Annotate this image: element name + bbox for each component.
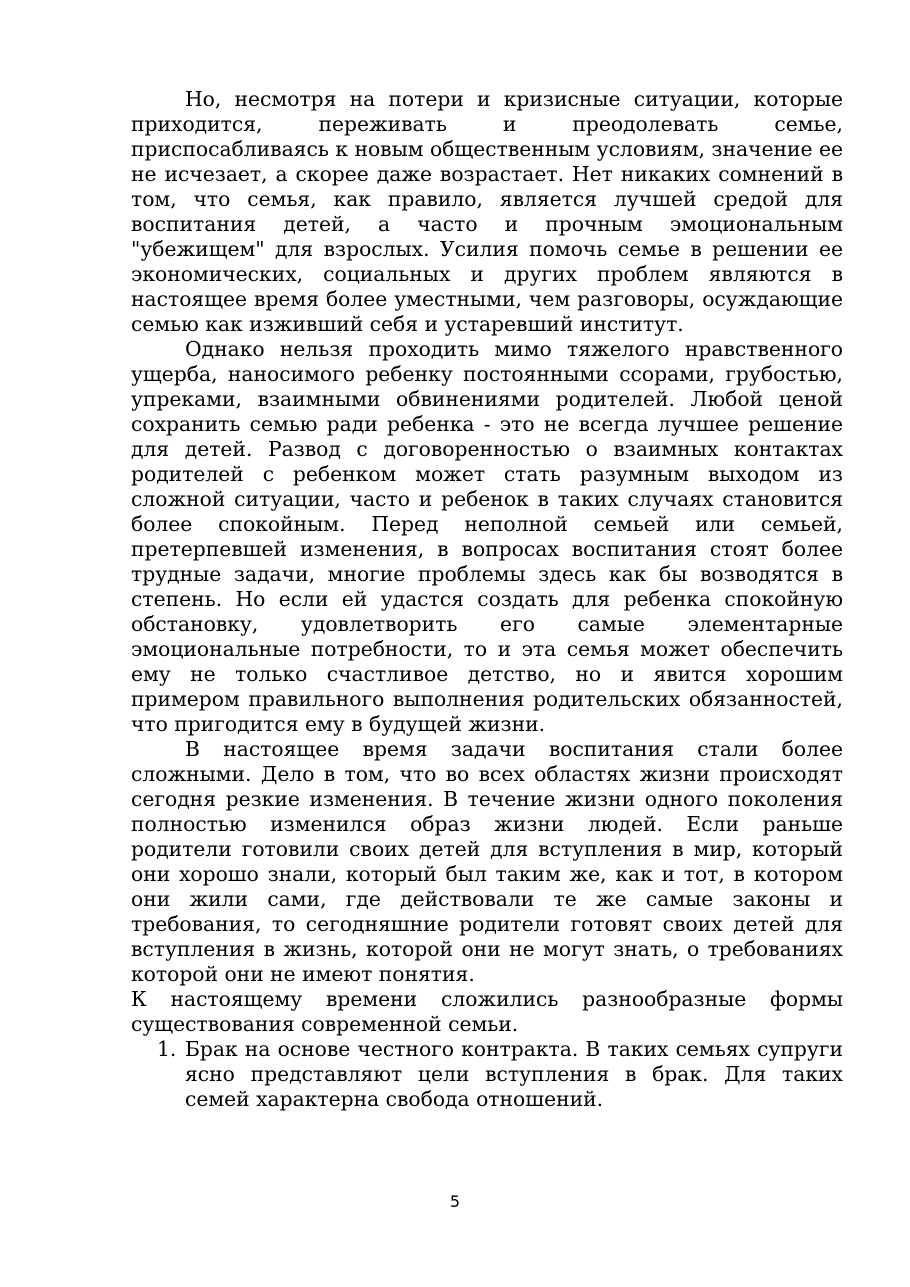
list-item-text: Брак на основе честного контракта. В таких семьях супруги ясно представляют цели вступления в брак. Для таких семей характерна свобода отношений.: [185, 1037, 843, 1111]
paragraph-1: Но, несмотря на потери и кризисные ситуации, которые приходится, переживать и преодолевать семье, приспосабливаясь к новым общественным условиям, значение ее не исчезает, а скорее даже возрастает. Нет никаких сомнений в том, что семья, как правило, является лучшей средой для воспитания детей, а часто и прочным эмоциональным "убежищем" для взрослых. Усилия помочь семье в решении ее экономических, социальных и других проблем являются в настоящее время более уместными, чем разговоры, осуждающие семью как изживший себя и устаревший институт.: [131, 87, 843, 336]
document-body: [131, 87, 843, 1112]
list-intro: К настоящему времени сложились разнообразные формы существования современной семьи.: [131, 987, 843, 1036]
page-number: 5: [449, 1192, 461, 1211]
list-item-number: 1.: [157, 1037, 177, 1061]
family-forms-list: [131, 1037, 843, 1112]
paragraph-2: Однако нельзя проходить мимо тяжелого нравственного ущерба, наносимого ребенку постоянными ссорами, грубостью, упреками, взаимными обвинениями родителей. Любой ценой сохранить семью ради ребенка - это не всегда лучшее решение для детей. Развод с договоренностью о взаимных контактах родителей с ребенком может стать разумным выходом из сложной ситуации, часто и ребенок в таких случаях становится более спокойным. Перед неполной семьей или семьей, претерпевшей изменения, в вопросах воспитания стоят более трудные задачи, многие проблемы здесь как бы возводятся в степень. Но если ей удастся создать для ребенка спокойную обстановку, удовлетворить его самые элементарные эмоциональные потребности, то и эта семья может обеспечить ему не только счастливое детство, но и явится хорошим примером правильного выполнения родительских обязанностей, что пригодится ему в будущей жизни.: [131, 337, 843, 736]
paragraph-3: В настоящее время задачи воспитания стали более сложными. Дело в том, что во всех областях жизни происходят сегодня резкие изменения. В течение жизни одного поколения полностью изменился образ жизни людей. Если раньше родители готовили своих детей для вступления в мир, который они хорошо знали, который был таким же, как и тот, в котором они жили сами, где действовали те же самые законы и требования, то сегодняшние родители готовят своих детей для вступления в жизнь, которой они не могут знать, о требованиях которой они не имеют понятия.: [131, 737, 843, 986]
list-item: [131, 1037, 843, 1112]
